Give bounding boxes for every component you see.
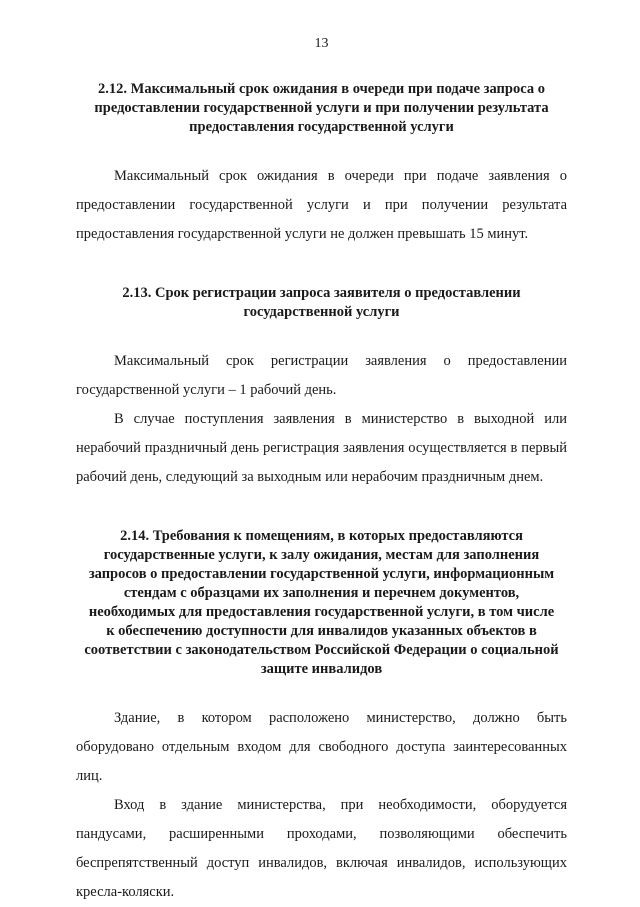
paragraph-2-13-1: Максимальный срок регистрации заявления о предоставлении государственной услуги – 1 рабочий день. xyxy=(76,353,567,398)
paragraph-2-14-2: Вход в здание министерства, при необходимости, оборудуется пандусами, расширенными проходами, позволяющими обеспечить беспрепятственный доступ инвалидов, включая инвалидов, использующих кресла-коляски. xyxy=(76,797,567,900)
paragraph-2-13-2: В случае поступления заявления в министерство в выходной или нерабочий праздничный день регистрация заявления осуществляется в первый рабочий день, следующий за выходным или нерабочим праздничным днем. xyxy=(76,411,567,485)
section-heading-2-13: 2.13. Срок регистрации запроса заявителя о предоставлении государственной услуги xyxy=(122,285,521,320)
section-heading-2-12: 2.12. Максимальный срок ожидания в очереди при подаче запроса о предоставлении государственной услуги и при получении результата предоставления государственной услуги xyxy=(94,81,549,135)
paragraph-2-12-1: Максимальный срок ожидания в очереди при подаче заявления о предоставлении государственной услуги и при получении результата предоставления государственной услуги не должен превышать 15 минут. xyxy=(76,168,567,242)
section-heading-2-14: 2.14. Требования к помещениям, в которых предоставляются государственные услуги, к залу ожидания, местам для заполнения запросов о предоставлении государственной услуги, информационным стендам с образцами их заполнения и перечнем документов, необходимых для предоставления государственной услуги, в том числе к обеспечению доступности для инвалидов указанных объектов в соответствии с законодательством Российской Федерации о социальной защите инвалидов xyxy=(84,528,559,677)
paragraph-2-14-1: Здание, в котором расположено министерство, должно быть оборудовано отдельным входом для свободного доступа заинтересованных лиц. xyxy=(76,710,567,784)
page-number: 13 xyxy=(314,36,329,51)
